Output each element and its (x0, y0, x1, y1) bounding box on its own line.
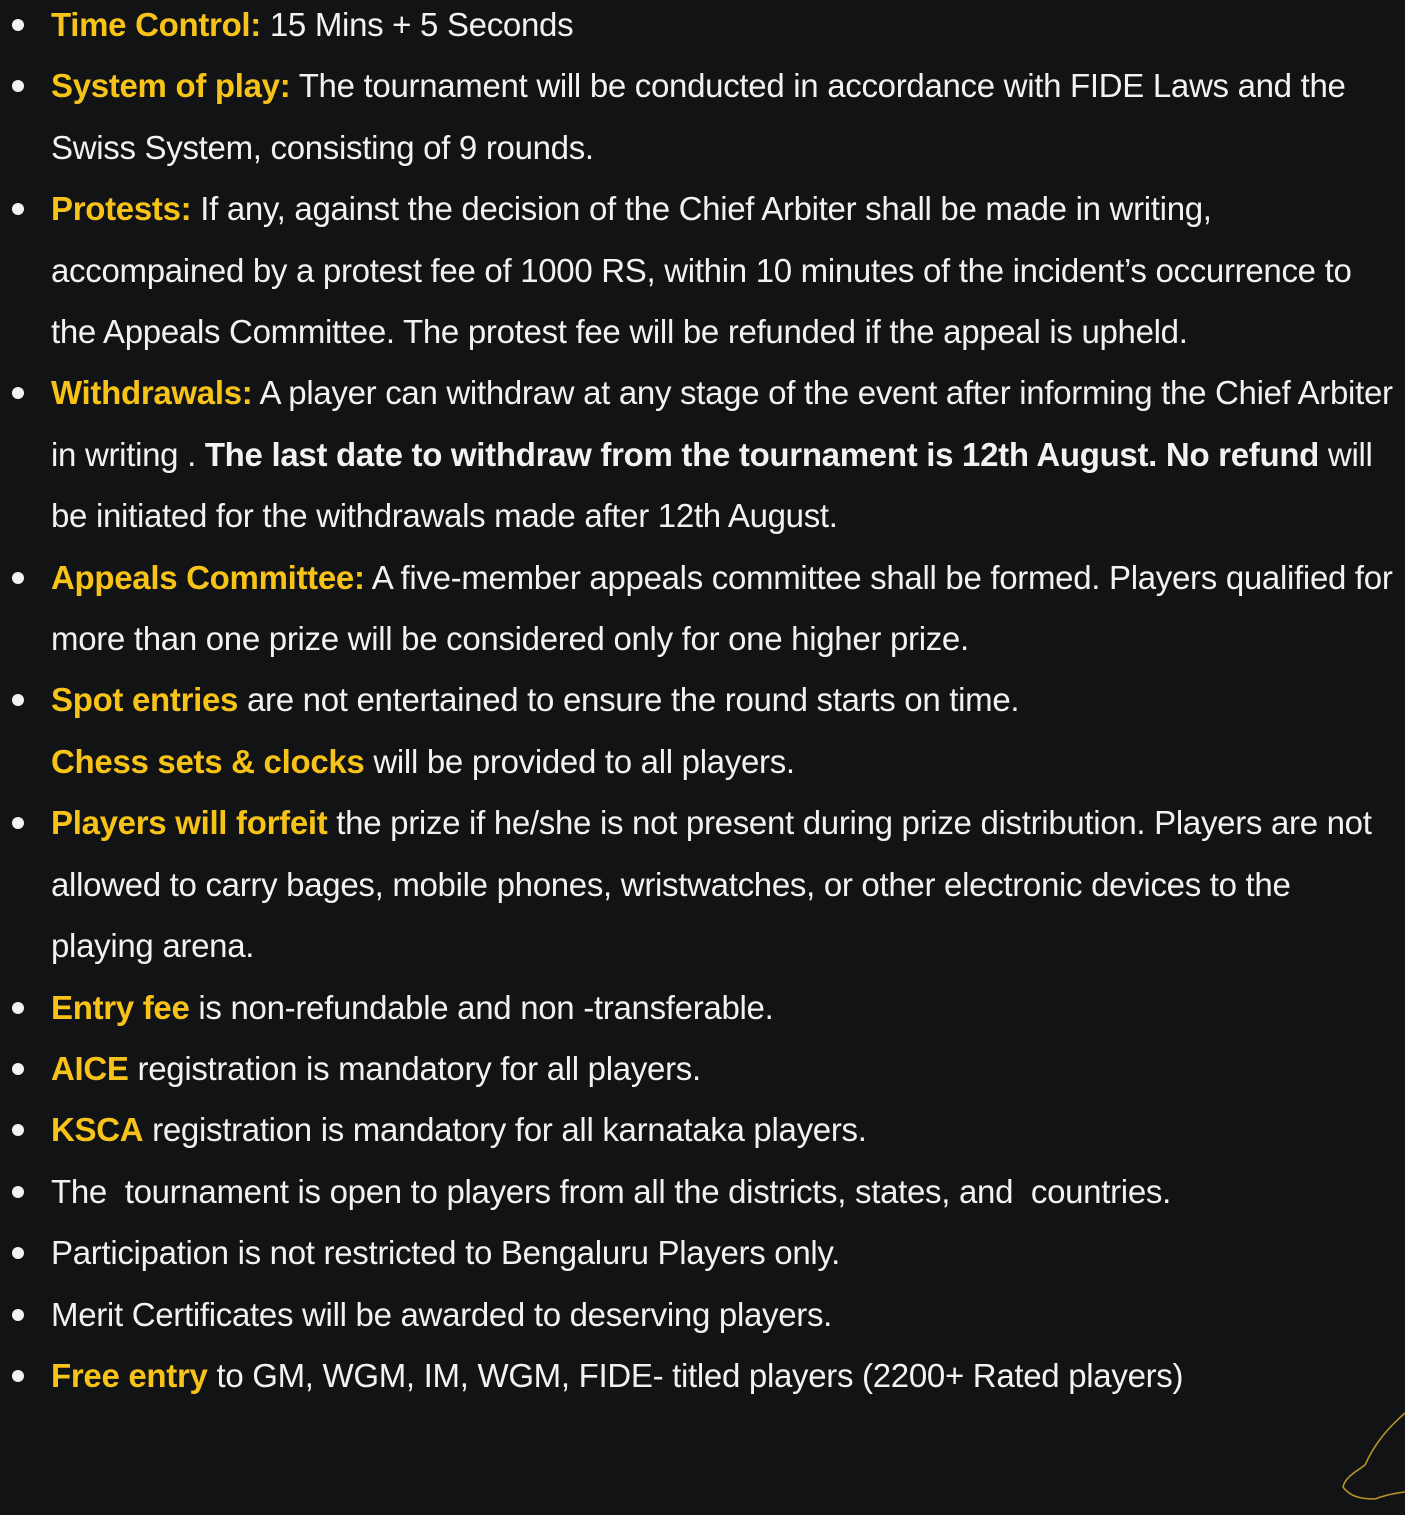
list-item (51, 1222, 1396, 1283)
rule-text: Merit Certificates will be awarded to deserving players. (51, 1295, 833, 1333)
rule-label-secondary: Chess sets & clocks (51, 742, 365, 780)
decorative-outline-icon (1335, 1395, 1405, 1515)
list-item (51, 178, 1396, 362)
bullet-icon (12, 1124, 24, 1136)
rule-text: the prize if he/she is not present during prize distribution. Players are not allowed to carry bages, mobile phones, wristwatches, or other electronic devices to the playing arena. (51, 804, 1372, 965)
rule-text: If any, against the decision of the Chief Arbiter shall be made in writing, accompained by a protest fee of 1000 RS, within 10 minutes of the incident’s occurrence to the Appeals Committee. The protest fee will be refunded if the appeal is upheld. (51, 190, 1352, 351)
rule-text: A five-member appeals committee shall be formed. Players qualified for more than one prize will be considered only for one higher prize. (51, 558, 1393, 658)
rule-text: The tournament will be conducted in accordance with FIDE Laws and the Swiss System, consisting of 9 rounds. (51, 67, 1346, 166)
rule-label: Players will forfeit (51, 804, 328, 842)
rule-label: AICE (51, 1049, 129, 1087)
bullet-icon (12, 817, 24, 829)
list-item (51, 55, 1396, 178)
rule-text: registration is mandatory for all players. (128, 1049, 701, 1087)
list-item (51, 0, 1396, 55)
rule-text: to GM, WGM, IM, WGM, FIDE- titled players (2200+ Rated players) (207, 1356, 1184, 1394)
list-item (51, 547, 1396, 670)
bullet-icon (12, 1063, 24, 1075)
list-item (51, 1284, 1396, 1345)
withdraw-deadline-text: The last date to withdraw from the tournament is 12th August. No refund (204, 435, 1320, 473)
list-item (51, 1161, 1396, 1222)
bullet-icon (12, 1002, 24, 1014)
rule-label: System of play: (51, 67, 291, 105)
rule-text: The tournament is open to players from all the districts, states, and countries. (51, 1172, 1171, 1210)
list-item (51, 1038, 1396, 1099)
list-item (51, 1345, 1396, 1406)
rule-label: Withdrawals: (51, 374, 253, 412)
list-item (51, 362, 1396, 546)
bullet-icon (12, 1186, 24, 1198)
rule-label: Free entry (51, 1356, 208, 1394)
bullet-icon (12, 1247, 24, 1259)
bullet-icon (12, 572, 24, 584)
rule-text: registration is mandatory for all karnataka players. (143, 1111, 867, 1149)
rule-text: are not entertained to ensure the round starts on time. (238, 681, 1020, 719)
rule-text: 15 Mins + 5 Seconds (261, 6, 574, 43)
rule-text: A player can withdraw at any stage of the event after informing the Chief Arbiter in writing . (51, 374, 1393, 473)
list-item (51, 669, 1396, 792)
bullet-icon (12, 80, 24, 92)
rule-text: Participation is not restricted to Bengaluru Players only. (51, 1234, 841, 1272)
bullet-icon (12, 19, 24, 31)
bullet-icon (12, 1370, 24, 1382)
list-item (51, 1099, 1396, 1160)
rule-label: Time Control: (51, 6, 261, 43)
bullet-icon (12, 387, 24, 399)
rule-text-continued: will be initiated for the withdrawals made after 12th August. (51, 435, 1373, 535)
rule-text-continued: will be provided to all players. (364, 742, 795, 780)
rule-label: Protests: (51, 190, 192, 228)
list-item (51, 792, 1396, 976)
rule-label: KSCA (51, 1111, 144, 1149)
list-item (51, 977, 1396, 1038)
rule-label: Appeals Committee: (51, 558, 365, 596)
bullet-icon (12, 1309, 24, 1321)
rule-text: is non-refundable and non -transferable. (189, 988, 774, 1026)
rule-label: Entry fee (51, 988, 190, 1026)
rule-label: Spot entries (51, 681, 239, 719)
rules-list (51, 0, 1396, 1406)
bullet-icon (12, 694, 24, 706)
bullet-icon (12, 203, 24, 215)
